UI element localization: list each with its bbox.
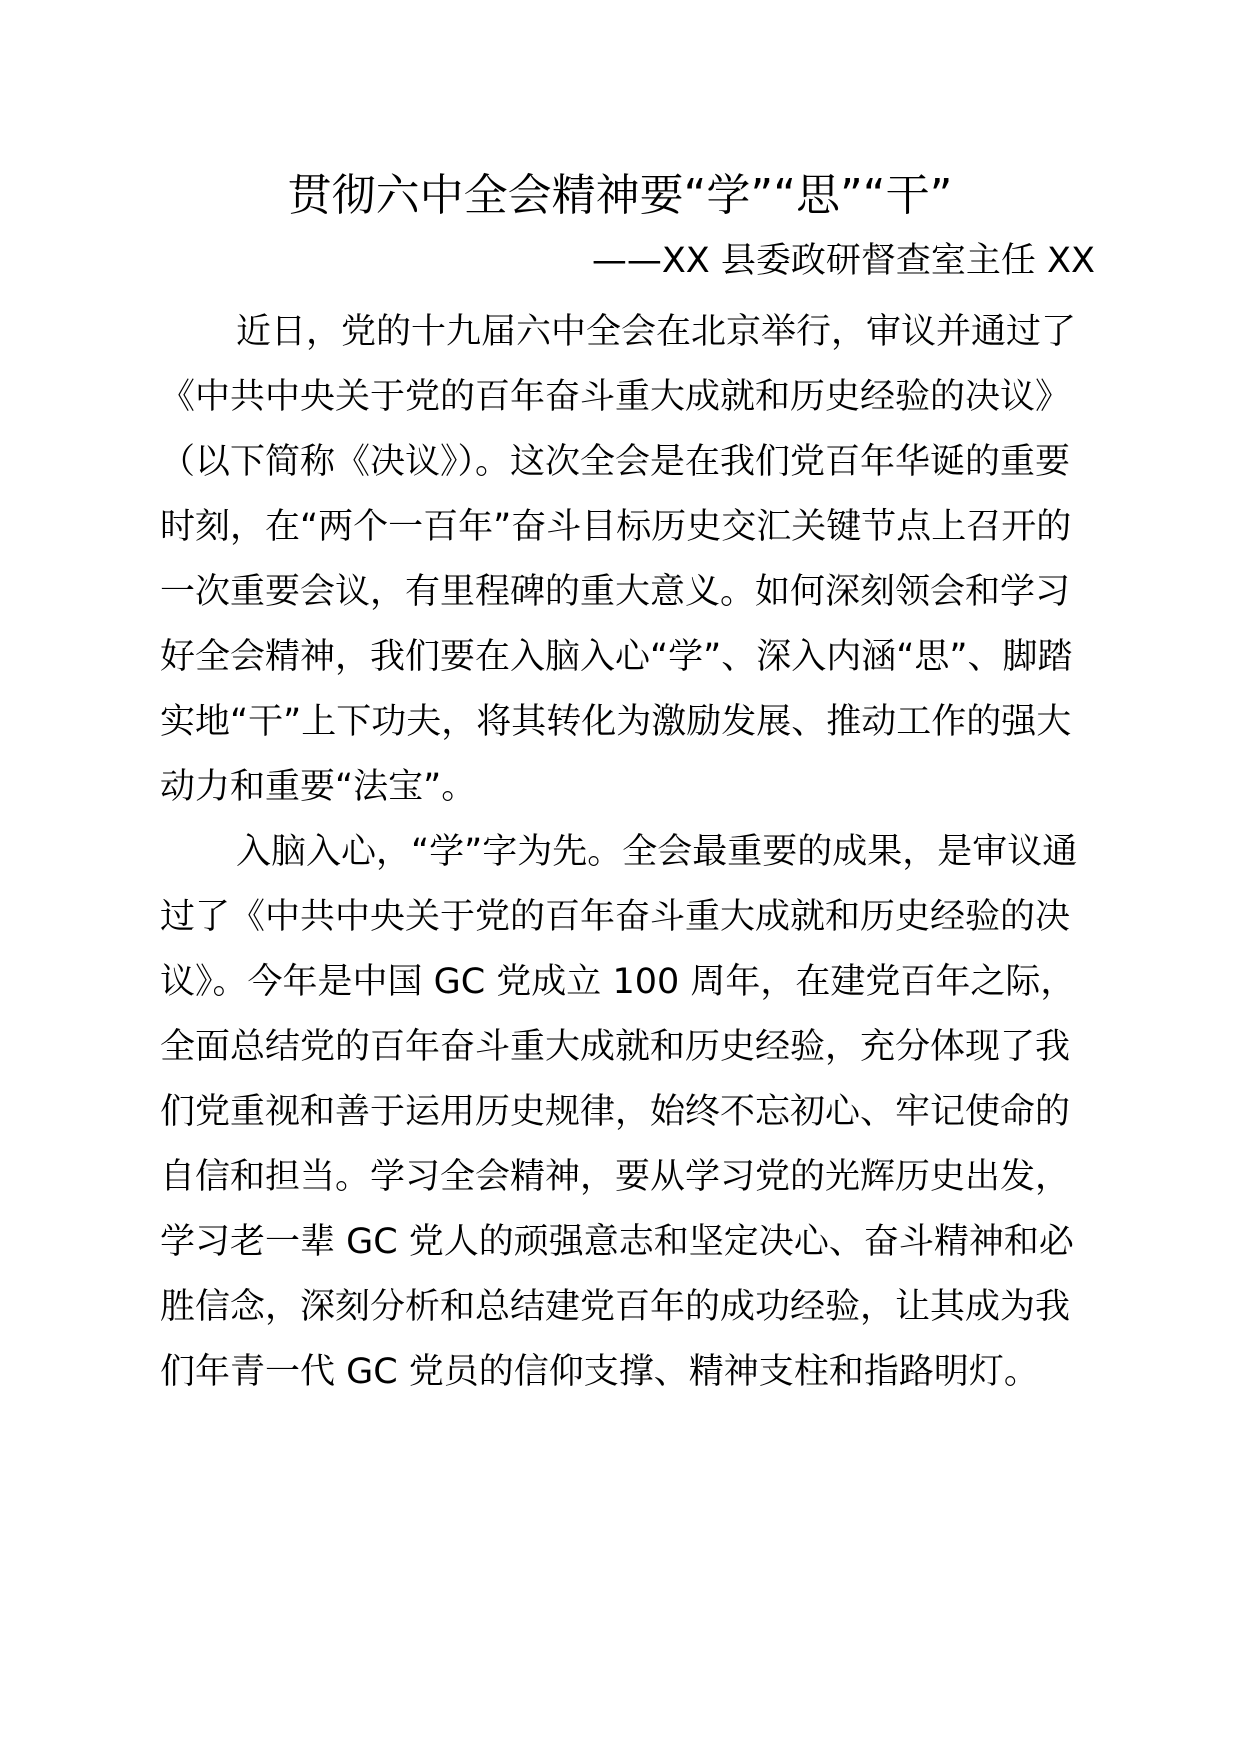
document-body bbox=[160, 300, 1095, 1405]
paragraph-2: 入脑入心，“学”字为先。全会最重要的成果，是审议通过了《中共中央关于党的百年奋斗重大成就和历史经验的决议》。今年是中国 GC 党成立 100 周年，在建党百年之际，全面总结党的百年奋斗重大成就和历史经验，充分体现了我们党重视和善于运用历史规律，始终不忘初心、牢记使命的自信和担当。学习全会精神，要从学习党的光辉历史出发，学习老一辈 GC 党人的顽强意志和坚定决心、奋斗精神和必胜信念，深刻分析和总结建党百年的成功经验，让其成为我们年青一代 GC 党员的信仰支撑、精神支柱和指路明灯。 bbox=[160, 832, 1078, 1392]
paragraph-1: 近日，党的十九届六中全会在北京举行，审议并通过了《中共中央关于党的百年奋斗重大成就和历史经验的决议》（以下简称《决议》）。这次全会是在我们党百年华诞的重要时刻，在“两个一百年”奋斗目标历史交汇关键节点上召开的一次重要会议，有里程碑的重大意义。如何深刻领会和学习好全会精神，我们要在入脑入心“学”、深入内涵“思”、脚踏实地“干”上下功夫，将其转化为激励发展、推动工作的强大动力和重要“法宝”。 bbox=[160, 312, 1077, 807]
document-author: ——XX 县委政研督查室主任 XX bbox=[591, 241, 1095, 281]
document-title: 贯彻六中全会精神要“学”“思”“干” bbox=[287, 170, 953, 221]
